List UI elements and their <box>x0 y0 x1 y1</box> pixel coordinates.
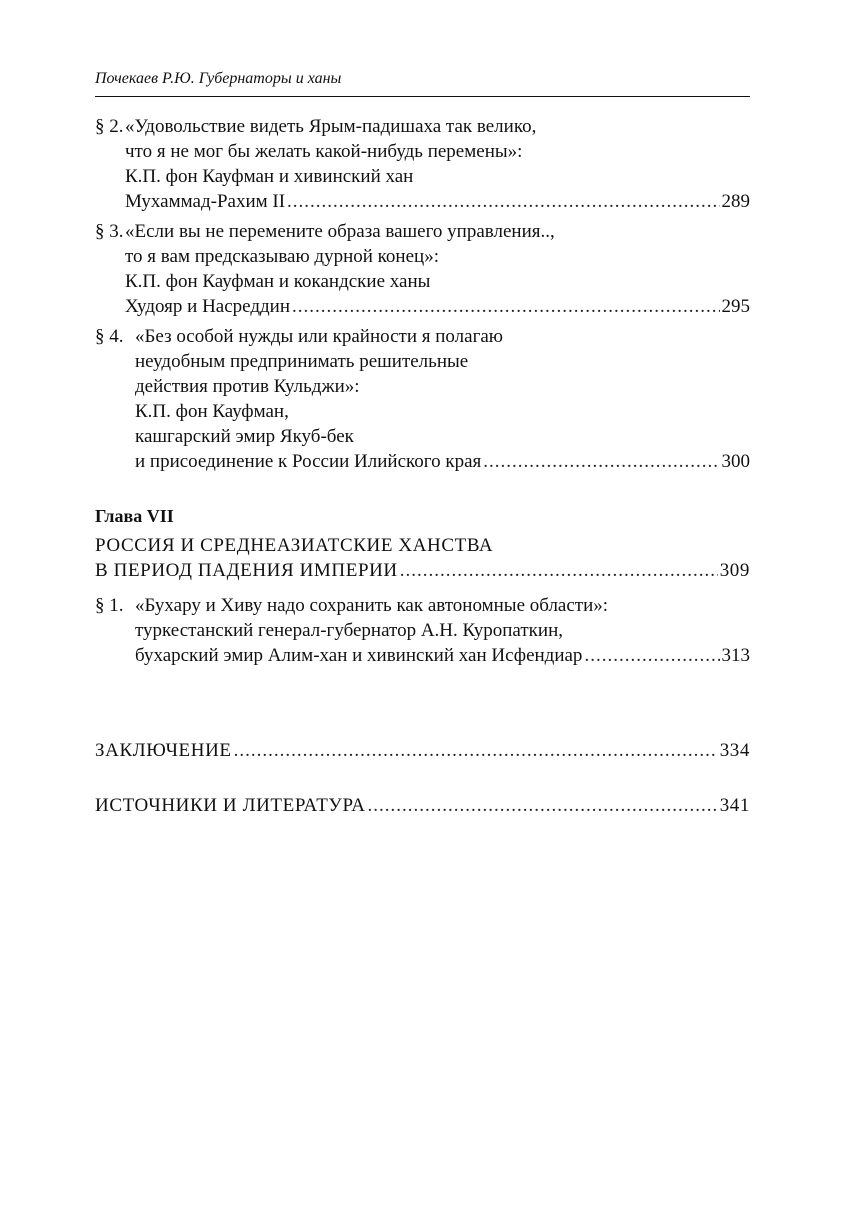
section-title-line: действия против Кульджи»: <box>135 376 360 397</box>
dot-leader <box>400 558 718 583</box>
page-number: 289 <box>721 191 750 212</box>
toc-conclusion[interactable] <box>95 738 750 763</box>
section-title-line: неудобным предпринимать решительные <box>135 351 469 372</box>
chapter-label: Глава VII <box>95 506 174 526</box>
conclusion-leader-line <box>95 738 750 763</box>
section-title-line: то я вам предсказываю дурной конец»: <box>125 246 439 267</box>
section-title-line: Мухаммад-Рахим II <box>125 191 286 212</box>
section-title-line: К.П. фон Кауфман и кокандские ханы <box>125 271 431 292</box>
page-number: 313 <box>721 645 750 666</box>
toc-section-3[interactable] <box>95 219 750 319</box>
page-number: 341 <box>719 795 750 816</box>
section-number: § 2. <box>95 116 124 137</box>
section-title-line: «Если вы не перемените образа вашего управления.., <box>125 221 555 242</box>
page-number: 309 <box>719 560 750 581</box>
section-number: § 4. <box>95 326 124 347</box>
section-title-line: «Без особой нужды или крайности я полагаю <box>135 326 503 347</box>
section-title-line: «Удовольствие видеть Ярым-падишаха так велико, <box>125 116 537 137</box>
page-number: 300 <box>721 451 750 472</box>
section-title-line: К.П. фон Кауфман, <box>135 401 289 422</box>
toc-chapter-7-section-1[interactable] <box>95 593 750 668</box>
sources-title: ИСТОЧНИКИ И ЛИТЕРАТУРА <box>95 795 366 816</box>
section-title-line: кашгарский эмир Якуб-бек <box>135 426 354 447</box>
dot-leader <box>584 643 719 668</box>
dot-leader <box>483 449 719 474</box>
running-head: Почекаев Р.Ю. Губернаторы и ханы <box>95 70 342 87</box>
sources-leader-line <box>95 793 750 818</box>
table-of-contents <box>95 114 750 818</box>
section-title-line: туркестанский генерал-губернатор А.Н. Куропаткин, <box>135 620 563 641</box>
dot-leader <box>234 738 718 763</box>
section-title-line: и присоединение к России Илийского края <box>135 451 482 472</box>
page-number: 295 <box>721 296 750 317</box>
chapter-title-line: РОССИЯ И СРЕДНЕАЗИАТСКИЕ ХАНСТВА <box>95 535 494 556</box>
section-leader-line <box>135 449 750 474</box>
section-title-line: «Бухару и Хиву надо сохранить как автономные области»: <box>135 595 609 616</box>
dot-leader <box>287 189 719 214</box>
section-title-line: бухарский эмир Алим-хан и хивинский хан Исфендиар <box>135 645 583 666</box>
section-number: § 3. <box>95 221 124 242</box>
chapter-title-line: В ПЕРИОД ПАДЕНИЯ ИМПЕРИИ <box>95 560 398 581</box>
dot-leader <box>368 793 718 818</box>
toc-section-4[interactable] <box>95 324 750 474</box>
section-leader-line <box>135 643 750 668</box>
chapter-leader-line <box>95 558 750 583</box>
header-rule <box>95 96 750 97</box>
toc-chapter-7[interactable] <box>95 533 750 583</box>
section-title-line: Худояр и Насреддин <box>125 296 291 317</box>
conclusion-title: ЗАКЛЮЧЕНИЕ <box>95 740 232 761</box>
dot-leader <box>292 294 719 319</box>
section-leader-line <box>125 189 750 214</box>
toc-sources-literature[interactable] <box>95 793 750 818</box>
section-number: § 1. <box>95 595 124 616</box>
section-title-line: что я не мог бы желать какой-нибудь перемены»: <box>125 141 523 162</box>
page-number: 334 <box>719 740 750 761</box>
section-title-line: К.П. фон Кауфман и хивинский хан <box>125 166 414 187</box>
toc-section-2[interactable] <box>95 114 750 214</box>
section-leader-line <box>125 294 750 319</box>
